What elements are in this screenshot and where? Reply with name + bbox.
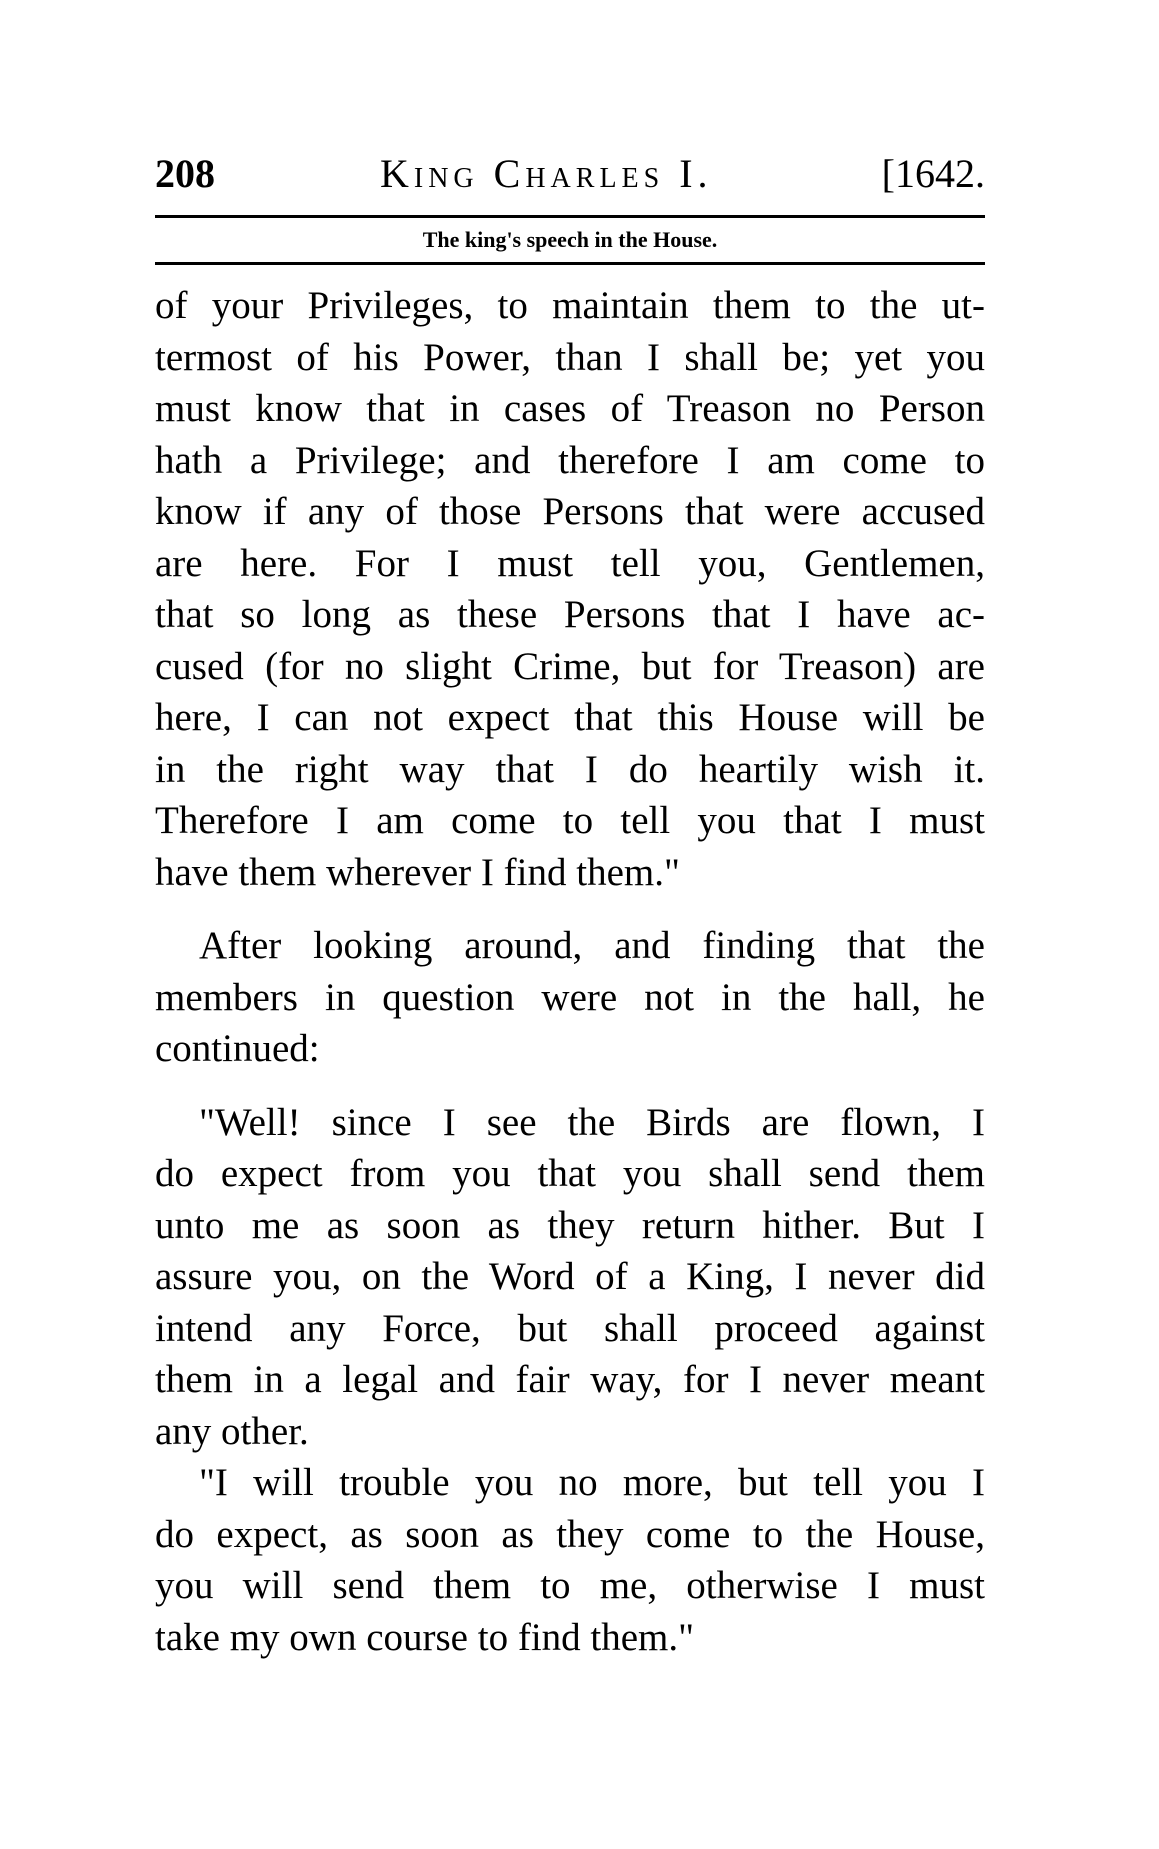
text-line: members in question were not in the hall, he: [155, 975, 985, 1019]
year-marker: [1642.: [881, 151, 985, 196]
text-line: "I will trouble you no more, but tell you I: [199, 1461, 985, 1504]
text-line: any other.: [155, 1409, 309, 1453]
text-line: know if any of those Persons that were accused: [155, 490, 985, 533]
header-rule-top: [155, 215, 985, 218]
text-line: take my own course to find them.": [155, 1615, 695, 1659]
text-line: cused (for no slight Crime, but for Treason) are: [155, 644, 985, 688]
paragraph-gap: [155, 898, 985, 920]
paragraph-speech-closing: [155, 1457, 985, 1663]
header-rule-bottom: [155, 262, 985, 265]
paragraph-gap: [155, 1075, 985, 1097]
text-line: that so long as these Persons that I have ac-: [155, 593, 985, 636]
text-line: have them wherever I find them.": [155, 850, 680, 894]
paragraph-narration: [155, 920, 985, 1075]
text-line: are here. For I must tell you, Gentlemen,: [155, 541, 985, 585]
text-line: assure you, on the Word of a King, I never did: [155, 1255, 985, 1298]
text-line: continued:: [155, 1027, 320, 1070]
page-number: 208: [155, 151, 215, 196]
text-line: you will send them to me, otherwise I must: [155, 1564, 985, 1607]
text-line: After looking around, and finding that the: [199, 924, 985, 967]
text-line: here, I can not expect that this House will be: [155, 696, 985, 739]
section-subheading: The king's speech in the House.: [422, 227, 718, 252]
paragraph-speech-birds-flown: [155, 1097, 985, 1458]
running-title: King Charles I.: [380, 151, 713, 196]
text-line: must know that in cases of Treason no Person: [155, 387, 985, 430]
text-line: do expect, as soon as they come to the House,: [155, 1512, 985, 1556]
body-text: [155, 280, 985, 1663]
text-line: of your Privileges, to maintain them to the ut-: [155, 284, 985, 327]
paragraph-speech-continued: [155, 280, 985, 898]
text-line: them in a legal and fair way, for I never meant: [155, 1358, 985, 1401]
text-line: intend any Force, but shall proceed against: [155, 1306, 985, 1350]
text-line: unto me as soon as they return hither. But I: [155, 1203, 985, 1247]
text-line: "Well! since I see the Birds are flown, I: [199, 1100, 985, 1144]
text-line: Therefore I am come to tell you that I must: [155, 799, 985, 842]
text-line: hath a Privilege; and therefore I am come to: [155, 438, 985, 482]
text-line: in the right way that I do heartily wish it.: [155, 747, 985, 791]
page-header: [155, 150, 985, 200]
text-line: do expect from you that you shall send them: [155, 1152, 985, 1195]
text-line: termost of his Power, than I shall be; yet you: [155, 335, 985, 379]
